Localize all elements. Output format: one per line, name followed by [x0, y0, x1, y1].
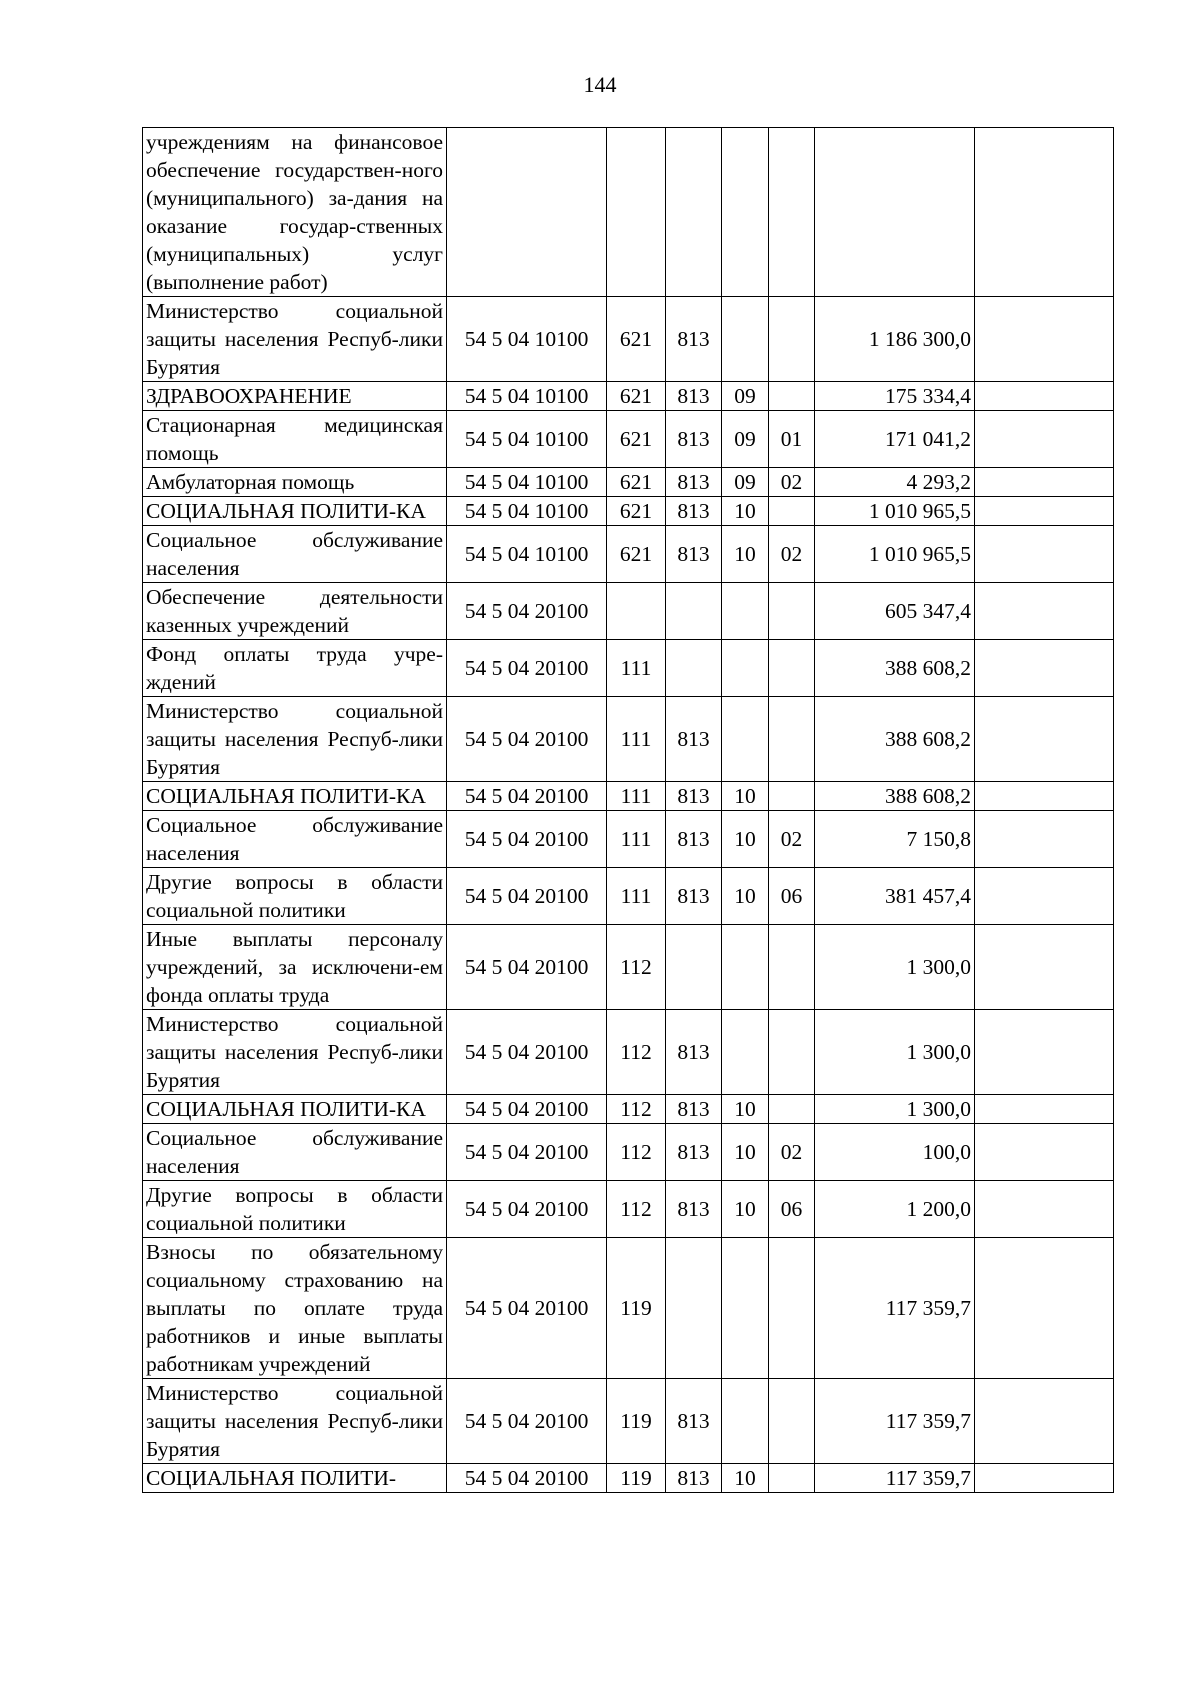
section-cell [722, 640, 769, 697]
amount-cell: 117 359,7 [815, 1238, 975, 1379]
target-article-cell: 54 5 04 20100 [447, 1181, 607, 1238]
extra-cell [975, 1181, 1114, 1238]
row-name-cell: Министерство социальной защиты населения Респуб-лики Бурятия [143, 1010, 447, 1095]
budget-manager-cell: 813 [666, 868, 722, 925]
target-article-cell: 54 5 04 20100 [447, 868, 607, 925]
target-article-cell: 54 5 04 10100 [447, 297, 607, 382]
budget-manager-cell [666, 1238, 722, 1379]
section-cell [722, 1010, 769, 1095]
subsection-cell: 02 [769, 811, 815, 868]
expense-type-cell: 112 [607, 1095, 666, 1124]
expense-type-cell: 119 [607, 1238, 666, 1379]
row-name-cell: ЗДРАВООХРАНЕНИЕ [143, 382, 447, 411]
target-article-cell: 54 5 04 10100 [447, 411, 607, 468]
expense-type-cell: 112 [607, 925, 666, 1010]
target-article-cell: 54 5 04 20100 [447, 782, 607, 811]
table-row [143, 297, 1114, 382]
subsection-cell: 02 [769, 526, 815, 583]
extra-cell [975, 1464, 1114, 1493]
amount-cell: 175 334,4 [815, 382, 975, 411]
section-cell: 10 [722, 1124, 769, 1181]
target-article-cell: 54 5 04 20100 [447, 1379, 607, 1464]
amount-cell: 117 359,7 [815, 1379, 975, 1464]
expense-type-cell: 621 [607, 382, 666, 411]
amount-cell: 605 347,4 [815, 583, 975, 640]
row-name-cell: Стационарная медицинская помощь [143, 411, 447, 468]
expense-type-cell: 111 [607, 782, 666, 811]
row-name-cell: Социальное обслуживание населения [143, 526, 447, 583]
row-name-cell: Социальное обслуживание населения [143, 1124, 447, 1181]
amount-cell: 1 300,0 [815, 1010, 975, 1095]
extra-cell [975, 583, 1114, 640]
target-article-cell: 54 5 04 10100 [447, 497, 607, 526]
section-cell [722, 128, 769, 297]
expense-type-cell: 621 [607, 468, 666, 497]
extra-cell [975, 1379, 1114, 1464]
expense-type-cell [607, 583, 666, 640]
table-row [143, 1124, 1114, 1181]
section-cell: 10 [722, 526, 769, 583]
budget-manager-cell: 813 [666, 1379, 722, 1464]
table-row [143, 583, 1114, 640]
table-row [143, 811, 1114, 868]
subsection-cell: 02 [769, 468, 815, 497]
extra-cell [975, 1238, 1114, 1379]
expense-type-cell: 111 [607, 640, 666, 697]
table-row [143, 697, 1114, 782]
extra-cell [975, 497, 1114, 526]
budget-manager-cell [666, 128, 722, 297]
subsection-cell [769, 1010, 815, 1095]
row-name-cell: учреждениям на финансовое обеспечение государствен-ного (муниципального) за-дания на оказание государ-ственных (муниципальных) услуг (выполнение работ) [143, 128, 447, 297]
target-article-cell: 54 5 04 20100 [447, 583, 607, 640]
target-article-cell: 54 5 04 20100 [447, 925, 607, 1010]
row-name-cell: СОЦИАЛЬНАЯ ПОЛИТИ- [143, 1464, 447, 1493]
section-cell: 10 [722, 1181, 769, 1238]
amount-cell: 388 608,2 [815, 697, 975, 782]
subsection-cell [769, 583, 815, 640]
extra-cell [975, 468, 1114, 497]
row-name-cell: СОЦИАЛЬНАЯ ПОЛИТИ-КА [143, 497, 447, 526]
expense-type-cell: 621 [607, 497, 666, 526]
subsection-cell [769, 1464, 815, 1493]
table-row [143, 782, 1114, 811]
table-row [143, 1379, 1114, 1464]
expense-type-cell: 112 [607, 1181, 666, 1238]
expense-type-cell: 119 [607, 1379, 666, 1464]
section-cell: 10 [722, 497, 769, 526]
target-article-cell: 54 5 04 20100 [447, 1095, 607, 1124]
amount-cell: 117 359,7 [815, 1464, 975, 1493]
page-number: 144 [583, 72, 617, 97]
amount-cell: 1 300,0 [815, 1095, 975, 1124]
budget-manager-cell [666, 640, 722, 697]
row-name-cell: Социальное обслуживание населения [143, 811, 447, 868]
budget-manager-cell: 813 [666, 1010, 722, 1095]
section-cell [722, 925, 769, 1010]
table-row [143, 640, 1114, 697]
target-article-cell: 54 5 04 20100 [447, 811, 607, 868]
extra-cell [975, 697, 1114, 782]
budget-manager-cell: 813 [666, 782, 722, 811]
target-article-cell: 54 5 04 10100 [447, 382, 607, 411]
target-article-cell: 54 5 04 20100 [447, 640, 607, 697]
amount-cell: 1 300,0 [815, 925, 975, 1010]
subsection-cell [769, 497, 815, 526]
target-article-cell: 54 5 04 20100 [447, 1124, 607, 1181]
budget-manager-cell: 813 [666, 1181, 722, 1238]
amount-cell: 4 293,2 [815, 468, 975, 497]
subsection-cell [769, 1095, 815, 1124]
table-row [143, 1238, 1114, 1379]
table-row [143, 526, 1114, 583]
budget-table-body [143, 128, 1114, 1493]
subsection-cell: 06 [769, 868, 815, 925]
amount-cell: 388 608,2 [815, 640, 975, 697]
budget-manager-cell [666, 583, 722, 640]
target-article-cell: 54 5 04 10100 [447, 468, 607, 497]
section-cell: 10 [722, 782, 769, 811]
target-article-cell: 54 5 04 20100 [447, 1464, 607, 1493]
subsection-cell: 06 [769, 1181, 815, 1238]
row-name-cell: Министерство социальной защиты населения Респуб-лики Бурятия [143, 697, 447, 782]
table-row [143, 1010, 1114, 1095]
table-row [143, 1095, 1114, 1124]
table-row [143, 468, 1114, 497]
row-name-cell: Иные выплаты персоналу учреждений, за исключени-ем фонда оплаты труда [143, 925, 447, 1010]
subsection-cell [769, 640, 815, 697]
target-article-cell: 54 5 04 10100 [447, 526, 607, 583]
subsection-cell [769, 1238, 815, 1379]
budget-manager-cell: 813 [666, 1124, 722, 1181]
extra-cell [975, 811, 1114, 868]
budget-table [142, 127, 1114, 1493]
amount-cell: 171 041,2 [815, 411, 975, 468]
budget-manager-cell: 813 [666, 497, 722, 526]
target-article-cell: 54 5 04 20100 [447, 1010, 607, 1095]
table-row [143, 497, 1114, 526]
subsection-cell [769, 782, 815, 811]
amount-cell: 1 186 300,0 [815, 297, 975, 382]
table-row [143, 128, 1114, 297]
section-cell [722, 1238, 769, 1379]
table-row [143, 868, 1114, 925]
section-cell [722, 297, 769, 382]
table-row [143, 1464, 1114, 1493]
table-row [143, 1181, 1114, 1238]
expense-type-cell: 111 [607, 868, 666, 925]
target-article-cell: 54 5 04 20100 [447, 1238, 607, 1379]
budget-manager-cell: 813 [666, 297, 722, 382]
table-row [143, 411, 1114, 468]
budget-manager-cell [666, 925, 722, 1010]
table-row [143, 925, 1114, 1010]
expense-type-cell [607, 128, 666, 297]
budget-manager-cell: 813 [666, 697, 722, 782]
extra-cell [975, 640, 1114, 697]
expense-type-cell: 111 [607, 811, 666, 868]
amount-cell: 7 150,8 [815, 811, 975, 868]
subsection-cell [769, 1379, 815, 1464]
subsection-cell [769, 697, 815, 782]
subsection-cell: 02 [769, 1124, 815, 1181]
section-cell [722, 697, 769, 782]
row-name-cell: Другие вопросы в области социальной политики [143, 868, 447, 925]
section-cell: 10 [722, 1095, 769, 1124]
budget-manager-cell: 813 [666, 526, 722, 583]
budget-manager-cell: 813 [666, 468, 722, 497]
subsection-cell [769, 925, 815, 1010]
row-name-cell: СОЦИАЛЬНАЯ ПОЛИТИ-КА [143, 1095, 447, 1124]
expense-type-cell: 621 [607, 411, 666, 468]
extra-cell [975, 382, 1114, 411]
extra-cell [975, 297, 1114, 382]
subsection-cell [769, 382, 815, 411]
section-cell: 10 [722, 868, 769, 925]
row-name-cell: Другие вопросы в области социальной политики [143, 1181, 447, 1238]
expense-type-cell: 112 [607, 1124, 666, 1181]
extra-cell [975, 925, 1114, 1010]
row-name-cell: Фонд оплаты труда учре-ждений [143, 640, 447, 697]
extra-cell [975, 782, 1114, 811]
budget-manager-cell: 813 [666, 811, 722, 868]
budget-manager-cell: 813 [666, 1464, 722, 1493]
section-cell: 10 [722, 811, 769, 868]
extra-cell [975, 411, 1114, 468]
extra-cell [975, 1124, 1114, 1181]
extra-cell [975, 1095, 1114, 1124]
expense-type-cell: 621 [607, 297, 666, 382]
expense-type-cell: 112 [607, 1010, 666, 1095]
target-article-cell: 54 5 04 20100 [447, 697, 607, 782]
subsection-cell [769, 297, 815, 382]
amount-cell: 1 200,0 [815, 1181, 975, 1238]
section-cell: 09 [722, 382, 769, 411]
row-name-cell: Министерство социальной защиты населения Респуб-лики Бурятия [143, 297, 447, 382]
amount-cell: 1 010 965,5 [815, 526, 975, 583]
expense-type-cell: 119 [607, 1464, 666, 1493]
amount-cell [815, 128, 975, 297]
row-name-cell: Взносы по обязательному социальному страхованию на выплаты по оплате труда работников и иные выплаты работникам учреждений [143, 1238, 447, 1379]
section-cell: 09 [722, 468, 769, 497]
budget-manager-cell: 813 [666, 382, 722, 411]
table-row [143, 382, 1114, 411]
row-name-cell: Обеспечение деятельности казенных учреждений [143, 583, 447, 640]
amount-cell: 1 010 965,5 [815, 497, 975, 526]
row-name-cell: Амбулаторная помощь [143, 468, 447, 497]
section-cell: 10 [722, 1464, 769, 1493]
section-cell [722, 583, 769, 640]
amount-cell: 381 457,4 [815, 868, 975, 925]
section-cell [722, 1379, 769, 1464]
budget-manager-cell: 813 [666, 411, 722, 468]
extra-cell [975, 128, 1114, 297]
amount-cell: 388 608,2 [815, 782, 975, 811]
budget-manager-cell: 813 [666, 1095, 722, 1124]
target-article-cell [447, 128, 607, 297]
extra-cell [975, 868, 1114, 925]
row-name-cell: СОЦИАЛЬНАЯ ПОЛИТИ-КА [143, 782, 447, 811]
extra-cell [975, 526, 1114, 583]
amount-cell: 100,0 [815, 1124, 975, 1181]
extra-cell [975, 1010, 1114, 1095]
section-cell: 09 [722, 411, 769, 468]
expense-type-cell: 621 [607, 526, 666, 583]
row-name-cell: Министерство социальной защиты населения Респуб-лики Бурятия [143, 1379, 447, 1464]
subsection-cell: 01 [769, 411, 815, 468]
subsection-cell [769, 128, 815, 297]
expense-type-cell: 111 [607, 697, 666, 782]
